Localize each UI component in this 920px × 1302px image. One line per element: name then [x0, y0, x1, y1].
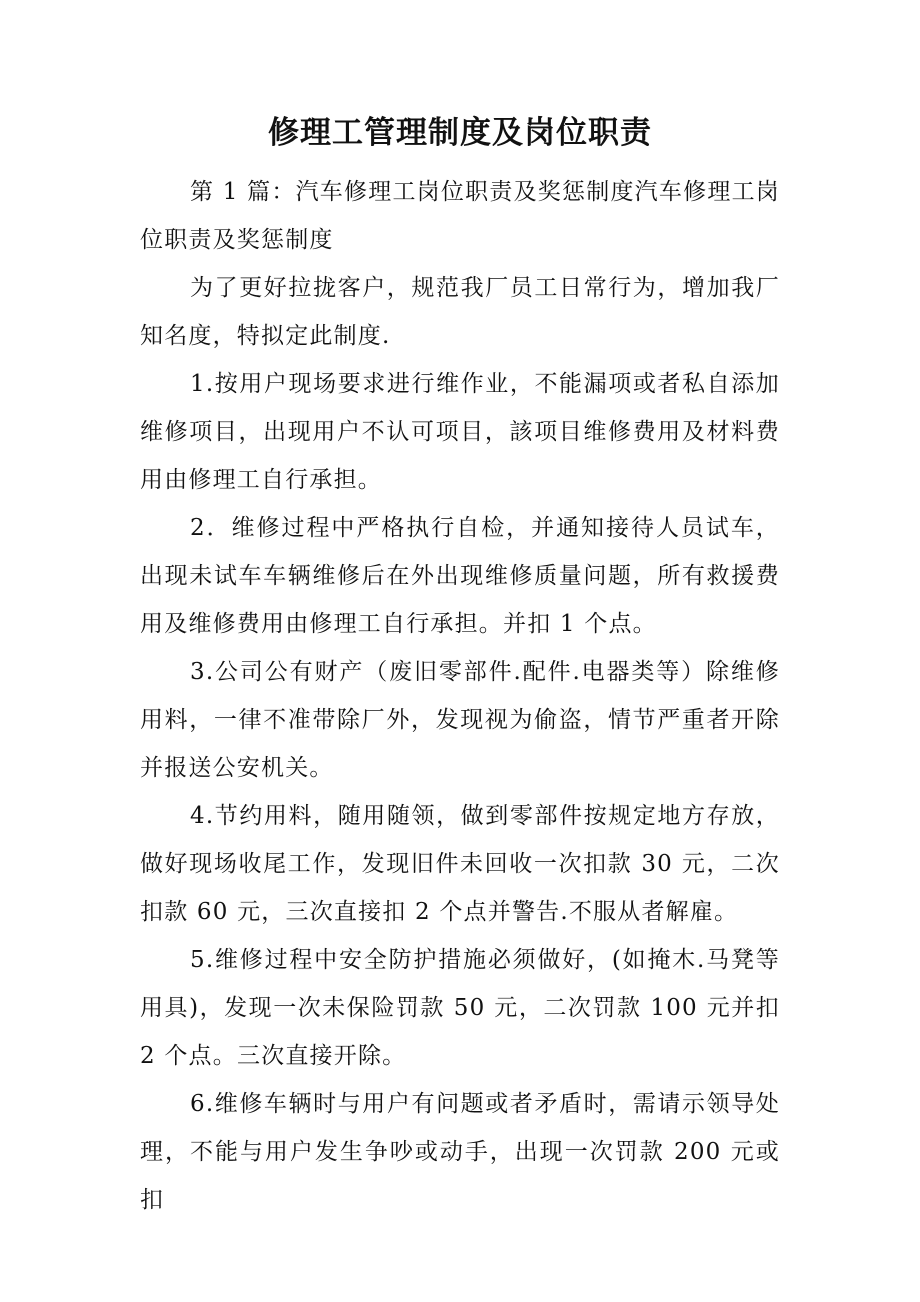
paragraph-rule-2: 2．维修过程中严格执行自检，并通知接待人员试车，出现未试车车辆维修后在外出现维修质量问题，所有救援费用及维修费用由修理工自行承担。并扣 1 个点。 [140, 515, 780, 637]
document-body [140, 168, 780, 1224]
document-title: 修理工管理制度及岗位职责 [268, 115, 652, 151]
paragraph-rule-4: 4.节约用料，随用随领，做到零部件按规定地方存放，做好现场收尾工作，发现旧件未回收一次扣款 30 元，二次扣款 60 元，三次直接扣 2 个点并警告.不服从者解雇。 [140, 803, 780, 925]
paragraph-rule-5: 5.维修过程中安全防护措施必须做好，(如掩木.马凳等用具)，发现一次未保险罚款 50 元，二次罚款 100 元并扣 2 个点。三次直接开除。 [140, 947, 780, 1069]
paragraph-rule-3: 3.公司公有财产（废旧零部件.配件.电器类等）除维修用料，一律不准带除厂外，发现视为偷盗，情节严重者开除并报送公安机关。 [140, 659, 780, 781]
paragraph-rule-6: 6.维修车辆时与用户有问题或者矛盾时，需请示领导处理，不能与用户发生争吵或动手，出现一次罚款 200 元或扣 [140, 1091, 780, 1213]
paragraph-intro: 第 1 篇：汽车修理工岗位职责及奖惩制度汽车修理工岗位职责及奖惩制度 [140, 179, 780, 253]
paragraph-rule-1: 1.按用户现场要求进行维作业，不能漏项或者私自添加维修项目，出现用户不认可项目，該项目维修费用及材料费用由修理工自行承担。 [140, 371, 780, 493]
paragraph-purpose: 为了更好拉拢客户，规范我厂员工日常行为，增加我厂知名度，特拟定此制度. [140, 275, 780, 349]
